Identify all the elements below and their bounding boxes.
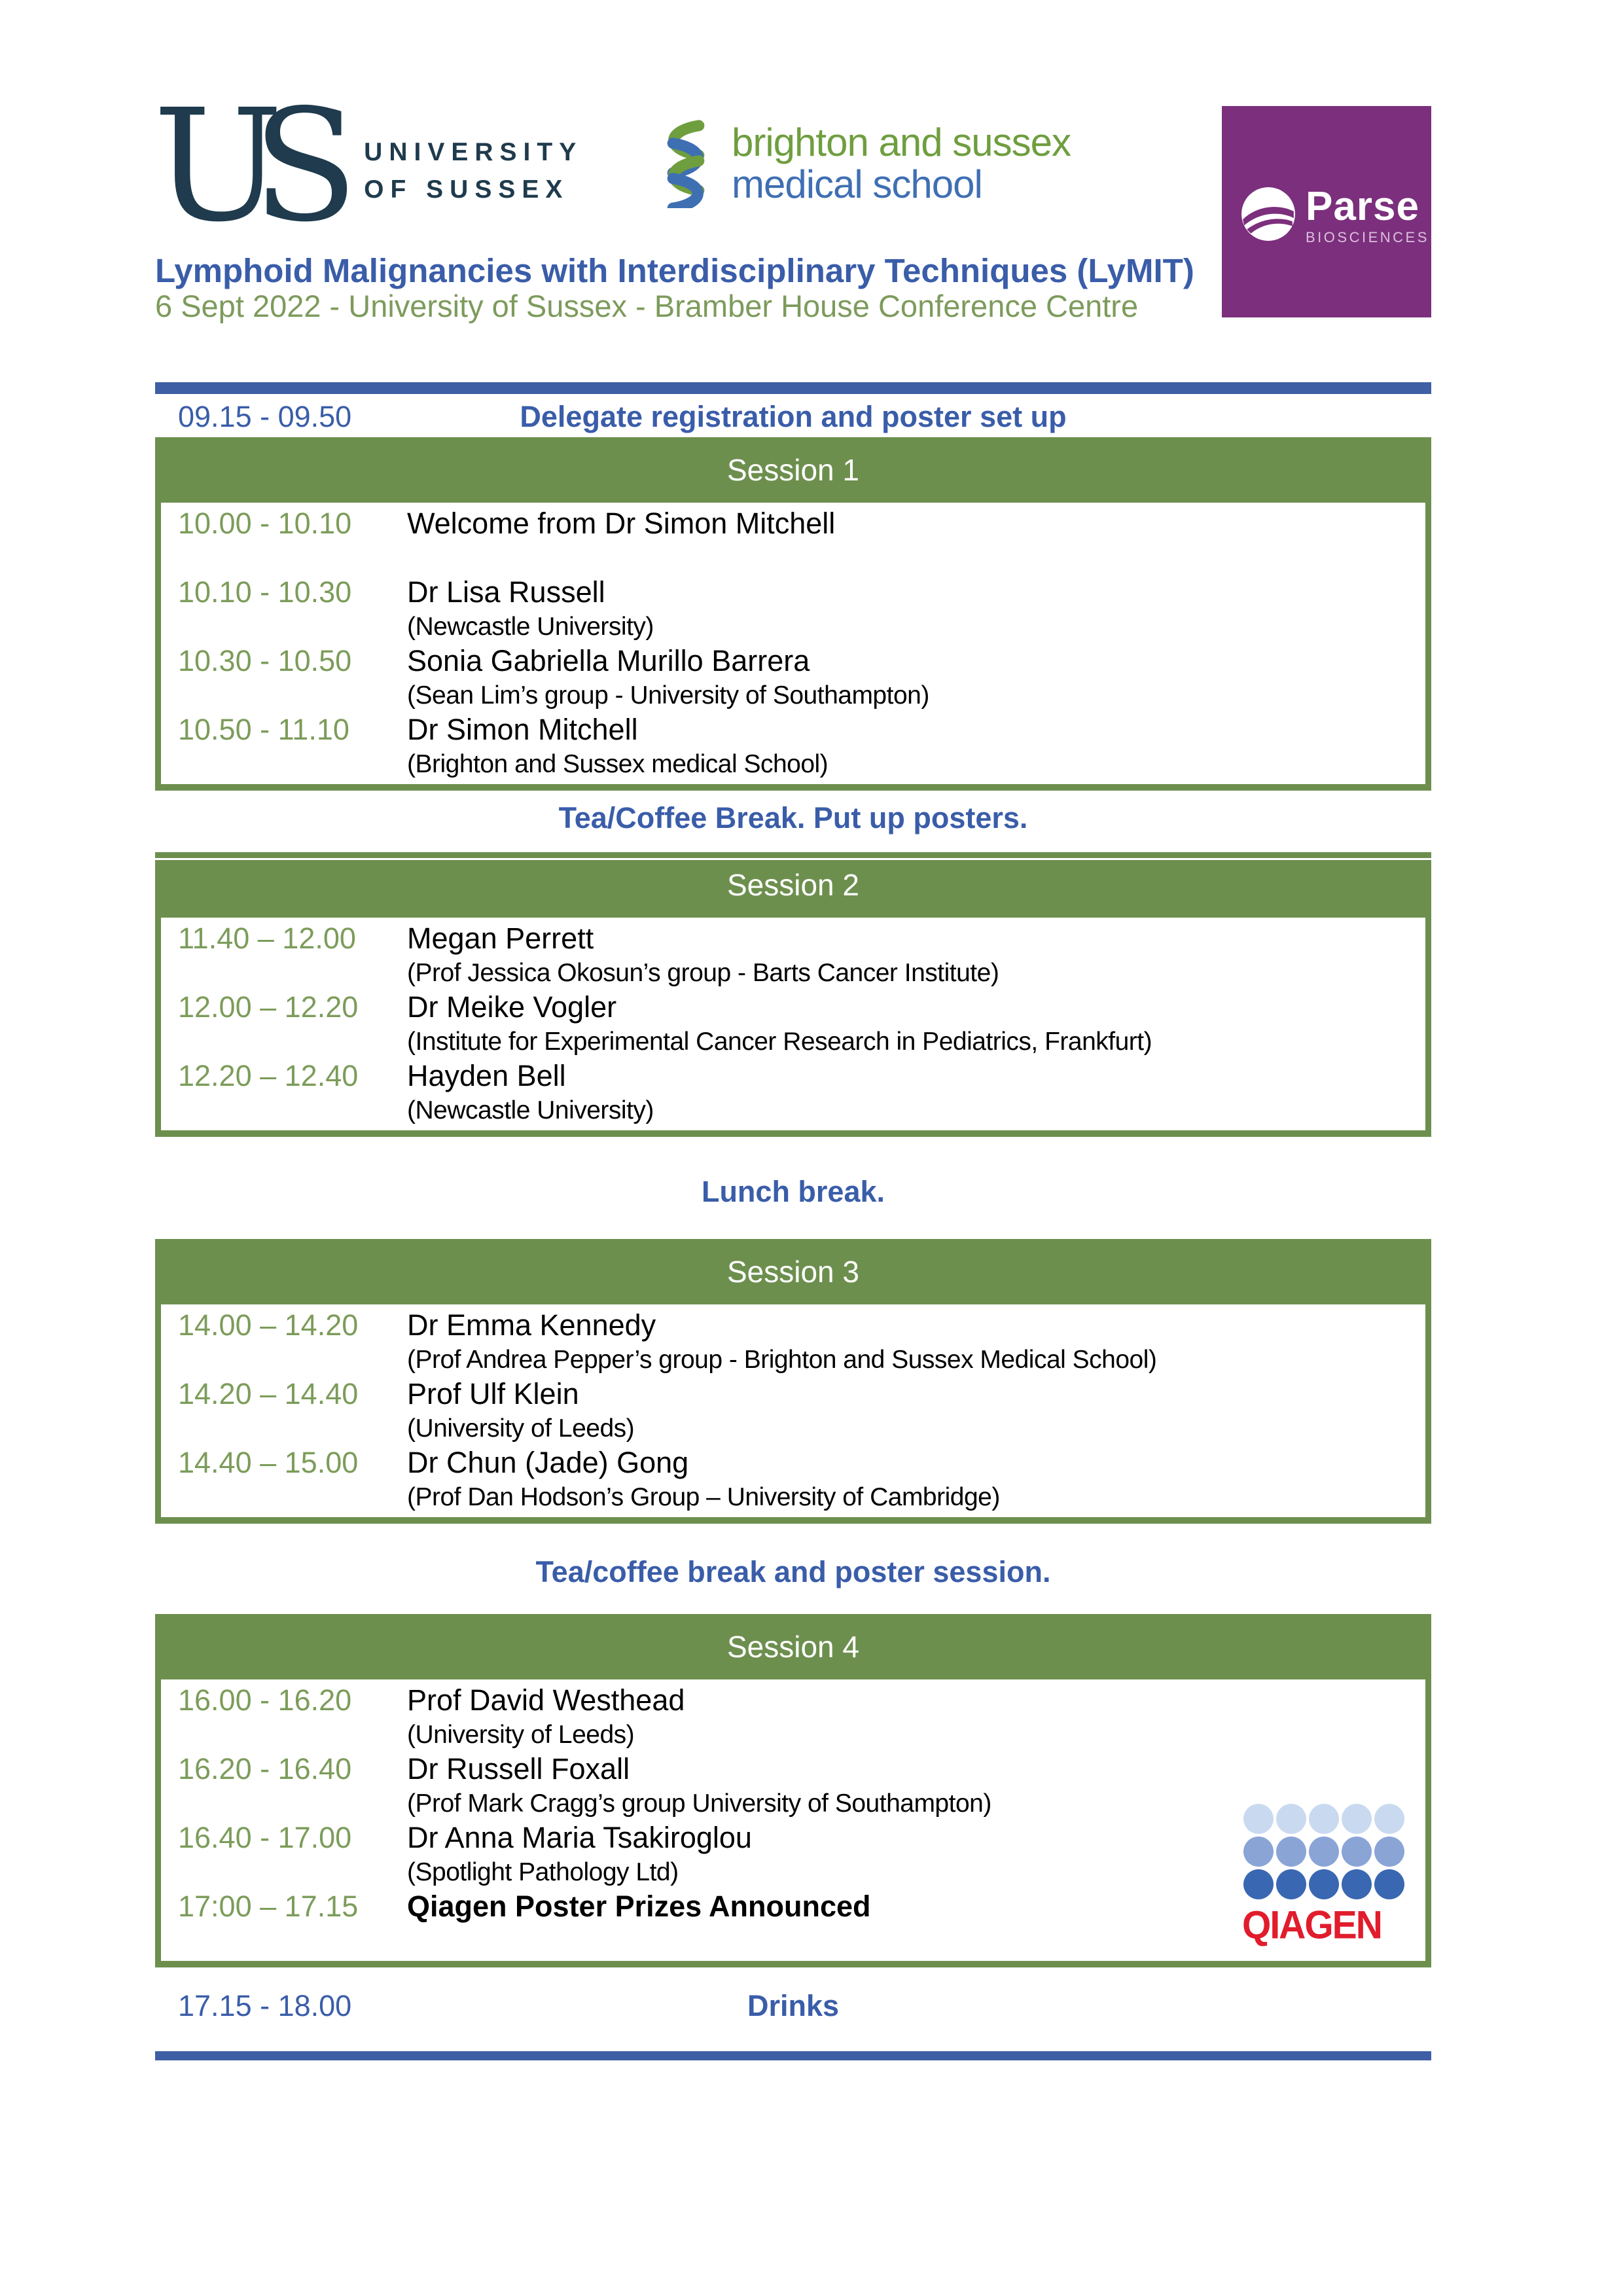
bsms-logo — [653, 119, 1071, 208]
table-row — [161, 1752, 1425, 1821]
speaker-name: Sonia Gabriella Murillo Barrera — [407, 644, 810, 677]
speaker-name: Dr Chun (Jade) Gong — [407, 1446, 689, 1479]
session-4-table — [155, 1614, 1431, 1967]
table-row — [161, 507, 1425, 575]
speaker-affiliation: (Brighton and Sussex medical School) — [407, 750, 829, 778]
table-row — [161, 1377, 1425, 1446]
speaker-affiliation: (Spotlight Pathology Ltd) — [407, 1858, 679, 1886]
row-time: 16.20 - 16.40 — [178, 1752, 352, 1785]
drinks-row — [155, 1986, 1431, 2026]
sussex-wordmark-line2: OF SUSSEX — [364, 175, 569, 204]
speaker-affiliation: (Prof Jessica Okosun’s group - Barts Cancer Institute) — [407, 959, 999, 987]
speaker-name: Dr Russell Foxall — [407, 1752, 630, 1785]
session-1-header: Session 1 — [155, 437, 1431, 503]
top-divider-bar — [155, 382, 1431, 394]
us-monogram-icon: US — [153, 76, 328, 256]
qiagen-logo — [1242, 1803, 1407, 1948]
parse-globe-icon — [1240, 186, 1296, 242]
table-row — [161, 990, 1425, 1059]
table-row — [161, 1890, 1425, 1958]
parse-biosciences-label: BIOSCIENCES — [1306, 229, 1429, 245]
table-row — [161, 575, 1425, 644]
speaker-affiliation: (Newcastle University) — [407, 613, 654, 641]
bsms-wordmark-line1: brighton and sussex — [732, 120, 1071, 164]
speaker-name: Prof Ulf Klein — [407, 1377, 579, 1410]
speaker-name: Dr Lisa Russell — [407, 575, 605, 609]
row-time: 12.00 – 12.20 — [178, 990, 359, 1024]
speaker-name: Welcome from Dr Simon Mitchell — [407, 507, 836, 540]
speaker-name: Dr Anna Maria Tsakiroglou — [407, 1821, 752, 1854]
row-time: 10.30 - 10.50 — [178, 644, 352, 677]
page-title: Lymphoid Malignancies with Interdisciplinary Techniques (LyMIT) — [155, 252, 1194, 289]
break-lunch: Lunch break. — [701, 1175, 885, 1208]
speaker-name: Dr Emma Kennedy — [407, 1308, 656, 1342]
page-subtitle: 6 Sept 2022 - University of Sussex - Bramber House Conference Centre — [155, 289, 1139, 323]
table-row — [161, 1446, 1425, 1515]
session-3-table — [155, 1239, 1431, 1524]
speaker-affiliation: (Sean Lim’s group - University of Southampton) — [407, 681, 929, 709]
break-tea-coffee-2: Tea/coffee break and poster session. — [535, 1555, 1051, 1588]
bsms-wordmark — [732, 122, 1071, 206]
break-tea-coffee-1: Tea/Coffee Break. Put up posters. — [558, 801, 1028, 834]
dna-helix-icon — [653, 119, 719, 208]
table-row — [161, 1059, 1425, 1128]
row-time: 10.00 - 10.10 — [178, 507, 352, 540]
speaker-affiliation: (Prof Andrea Pepper’s group - Brighton and Sussex Medical School) — [407, 1346, 1157, 1374]
session-4-header: Session 4 — [155, 1614, 1431, 1679]
speaker-affiliation: (Prof Mark Cragg’s group University of Southampton) — [407, 1789, 991, 1818]
row-time: 16.40 - 17.00 — [178, 1821, 352, 1854]
speaker-affiliation: (University of Leeds) — [407, 1414, 635, 1443]
row-time: 10.10 - 10.30 — [178, 575, 352, 609]
table-row — [161, 922, 1425, 990]
row-time: 17:00 – 17.15 — [178, 1890, 359, 1923]
table-row — [161, 1821, 1425, 1890]
speaker-affiliation: (Newcastle University) — [407, 1096, 654, 1124]
row-time: 16.00 - 16.20 — [178, 1683, 352, 1717]
university-of-sussex-wordmark — [364, 134, 582, 208]
drinks-label: Drinks — [747, 1989, 840, 2022]
speaker-name: Dr Meike Vogler — [407, 990, 617, 1024]
qiagen-wordmark: QIAGEN — [1242, 1903, 1382, 1948]
row-time: 14.40 – 15.00 — [178, 1446, 359, 1479]
qiagen-dots-icon — [1242, 1803, 1407, 1901]
table-row — [161, 1683, 1425, 1752]
row-time: 10.50 - 11.10 — [178, 713, 349, 746]
registration-label: Delegate registration and poster set up — [520, 400, 1067, 433]
bottom-divider-bar — [155, 2051, 1431, 2060]
session-2-header: Session 2 — [155, 852, 1431, 918]
registration-time: 09.15 - 09.50 — [178, 400, 352, 433]
speaker-affiliation — [407, 541, 1425, 575]
speaker-affiliation: (Prof Dan Hodson’s Group – University of Cambridge) — [407, 1483, 1000, 1511]
table-row — [161, 713, 1425, 781]
university-of-sussex-logo — [153, 76, 583, 256]
speaker-name: Megan Perrett — [407, 922, 594, 955]
table-row — [161, 1308, 1425, 1377]
speaker-name: Hayden Bell — [407, 1059, 566, 1092]
row-time: 11.40 – 12.00 — [178, 922, 356, 955]
row-time: 14.00 – 14.20 — [178, 1308, 359, 1342]
speaker-affiliation: (University of Leeds) — [407, 1721, 635, 1749]
session-2-table — [155, 852, 1431, 1137]
table-row — [161, 644, 1425, 713]
row-time: 12.20 – 12.40 — [178, 1059, 359, 1092]
parse-wordmark: Parse — [1306, 184, 1419, 229]
row-time: 14.20 – 14.40 — [178, 1377, 359, 1410]
schedule — [155, 382, 1431, 2060]
sussex-wordmark-line1: UNIVERSITY — [364, 138, 583, 166]
speaker-name: Qiagen Poster Prizes Announced — [407, 1890, 871, 1923]
session-1-table — [155, 437, 1431, 791]
speaker-name: Dr Simon Mitchell — [407, 713, 638, 746]
bsms-wordmark-line2: medical school — [732, 162, 982, 206]
registration-row — [155, 397, 1431, 437]
session-3-header: Session 3 — [155, 1239, 1431, 1304]
speaker-affiliation: (Institute for Experimental Cancer Research in Pediatrics, Frankfurt) — [407, 1028, 1152, 1056]
drinks-time: 17.15 - 18.00 — [178, 1989, 352, 2022]
speaker-name: Prof David Westhead — [407, 1683, 685, 1717]
